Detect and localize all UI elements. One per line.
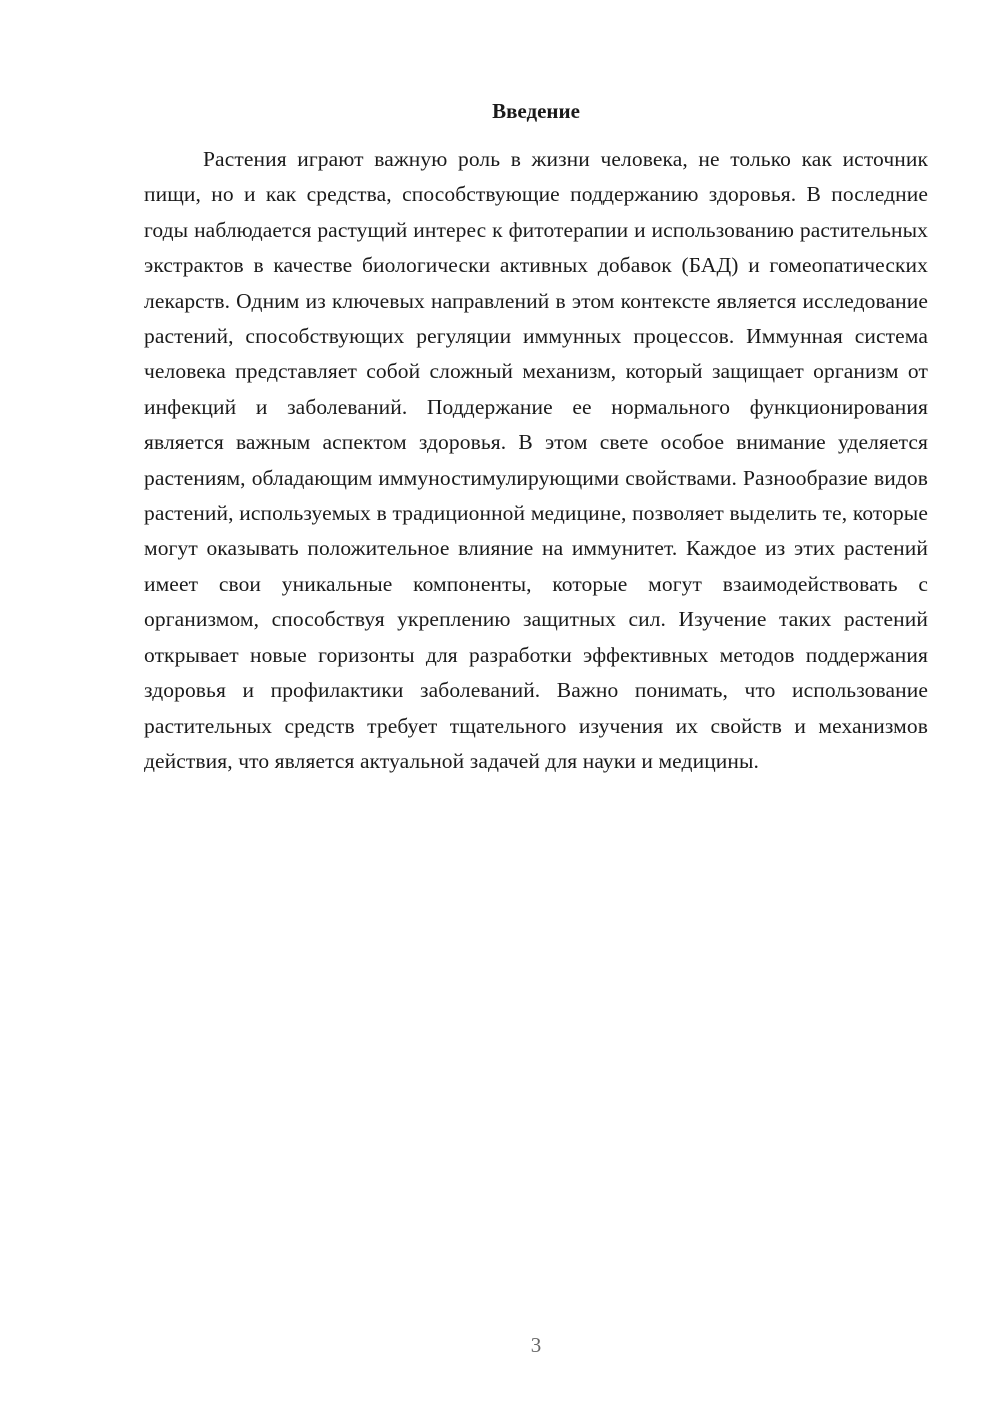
body-paragraph: Растения играют важную роль в жизни человека, не только как источник пищи, но и как средства, способствующие поддержанию здоровья. В последние годы наблюдается растущий интерес к фитотерапии и использованию растительных экстрактов в качестве биологически активных добавок (БАД) и гомеопатических лекарств. Одним из ключевых направлений в этом контексте является исследование растений, способствующих регуляции иммунных процессов. Иммунная система человека представляет собой сложный механизм, который защищает организм от инфекций и заболеваний. Поддержание ее нормального функционирования является важным аспектом здоровья. В этом свете особое внимание уделяется растениям, обладающим иммуностимулирующими свойствами. Разнообразие видов растений, используемых в традиционной медицине, позволяет выделить те, которые могут оказывать положительное влияние на иммунитет. Каждое из этих растений имеет свои уникальные компоненты, которые могут взаимодействовать с организмом, способствуя укреплению защитных сил. Изучение таких растений открывает новые горизонты для разработки эффективных методов поддержания здоровья и профилактики заболеваний. Важно понимать, что использование растительных средств требует тщательного изучения их свойств и механизмов действия, что является актуальной задачей для науки и медицины. (144, 147, 928, 773)
section-heading: Введение (492, 99, 580, 123)
page-number: 3 (530, 1333, 542, 1357)
